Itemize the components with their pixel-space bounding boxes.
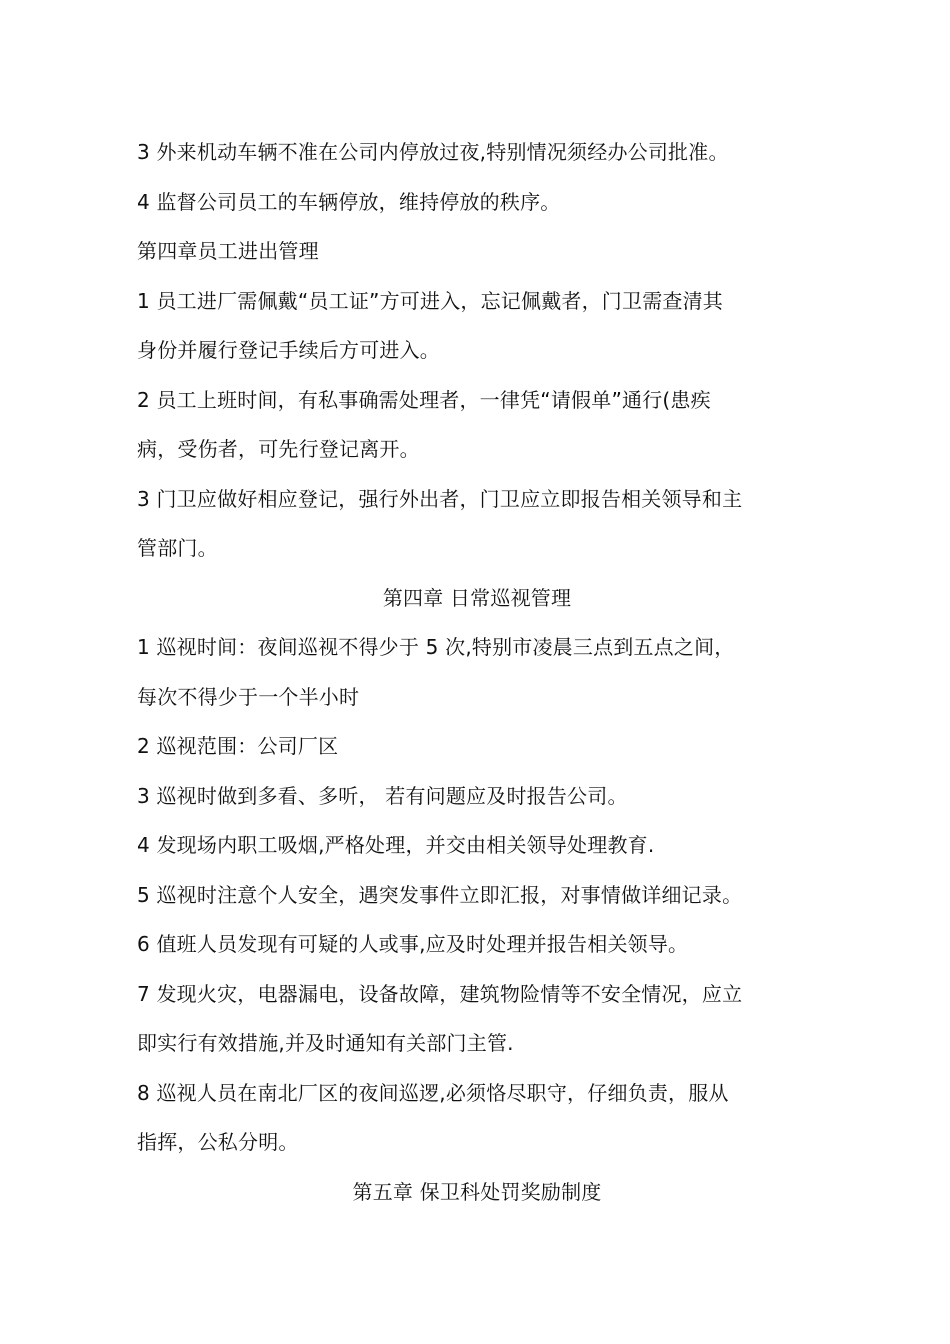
text-line: 5 巡视时注意个人安全，遇突发事件立即汇报，对事情做详细记录。 <box>137 882 743 907</box>
text-line: 3 巡视时做到多看、多听， 若有问题应及时报告公司。 <box>137 783 628 808</box>
text-line: 3 外来机动车辆不准在公司内停放过夜,特别情况须经办公司批准。 <box>137 140 729 164</box>
text-line: 2 巡视范围：公司厂区 <box>137 734 339 758</box>
section-heading: 第四章员工进出管理 <box>137 239 319 263</box>
text-line: 2 员工上班时间，有私事确需处理者，一律凭“请假单”通行(患疾 <box>137 387 711 412</box>
text-line: 6 值班人员发现有可疑的人或事,应及时处理并报告相关领导。 <box>137 932 689 956</box>
text-line: 1 员工进厂需佩戴“员工证”方可进入，忘记佩戴者，门卫需查清其 <box>137 288 724 313</box>
text-line: 3 门卫应做好相应登记，强行外出者，门卫应立即报告相关领导和主 <box>137 486 743 511</box>
chapter-heading: 第四章 日常巡视管理 <box>382 585 572 610</box>
text-line: 指挥，公私分明。 <box>137 1130 299 1154</box>
text-line: 病，受伤者，可先行登记离开。 <box>137 437 420 461</box>
text-line: 即实行有效措施,并及时通知有关部门主管. <box>137 1031 514 1055</box>
text-line: 1 巡视时间：夜间巡视不得少于 5 次,特别市凌晨三点到五点之间， <box>137 635 735 659</box>
text-line: 7 发现火灾，电器漏电，设备故障，建筑物险情等不安全情况，应立 <box>137 981 743 1006</box>
text-line: 管部门。 <box>137 536 218 560</box>
text-line: 4 发现场内职工吸烟,严格处理，并交由相关领导处理教育. <box>137 833 655 857</box>
text-line: 4 监督公司员工的车辆停放，维持停放的秩序。 <box>137 189 561 214</box>
document-body <box>137 128 817 1217</box>
text-line: 每次不得少于一个半小时 <box>137 684 360 709</box>
text-line: 8 巡视人员在南北厂区的夜间巡逻,必须恪尽职守，仔细负责，服从 <box>137 1080 729 1105</box>
chapter-heading: 第五章 保卫科处罚奖励制度 <box>352 1179 602 1204</box>
text-line: 身份并履行登记手续后方可进入。 <box>137 338 440 362</box>
